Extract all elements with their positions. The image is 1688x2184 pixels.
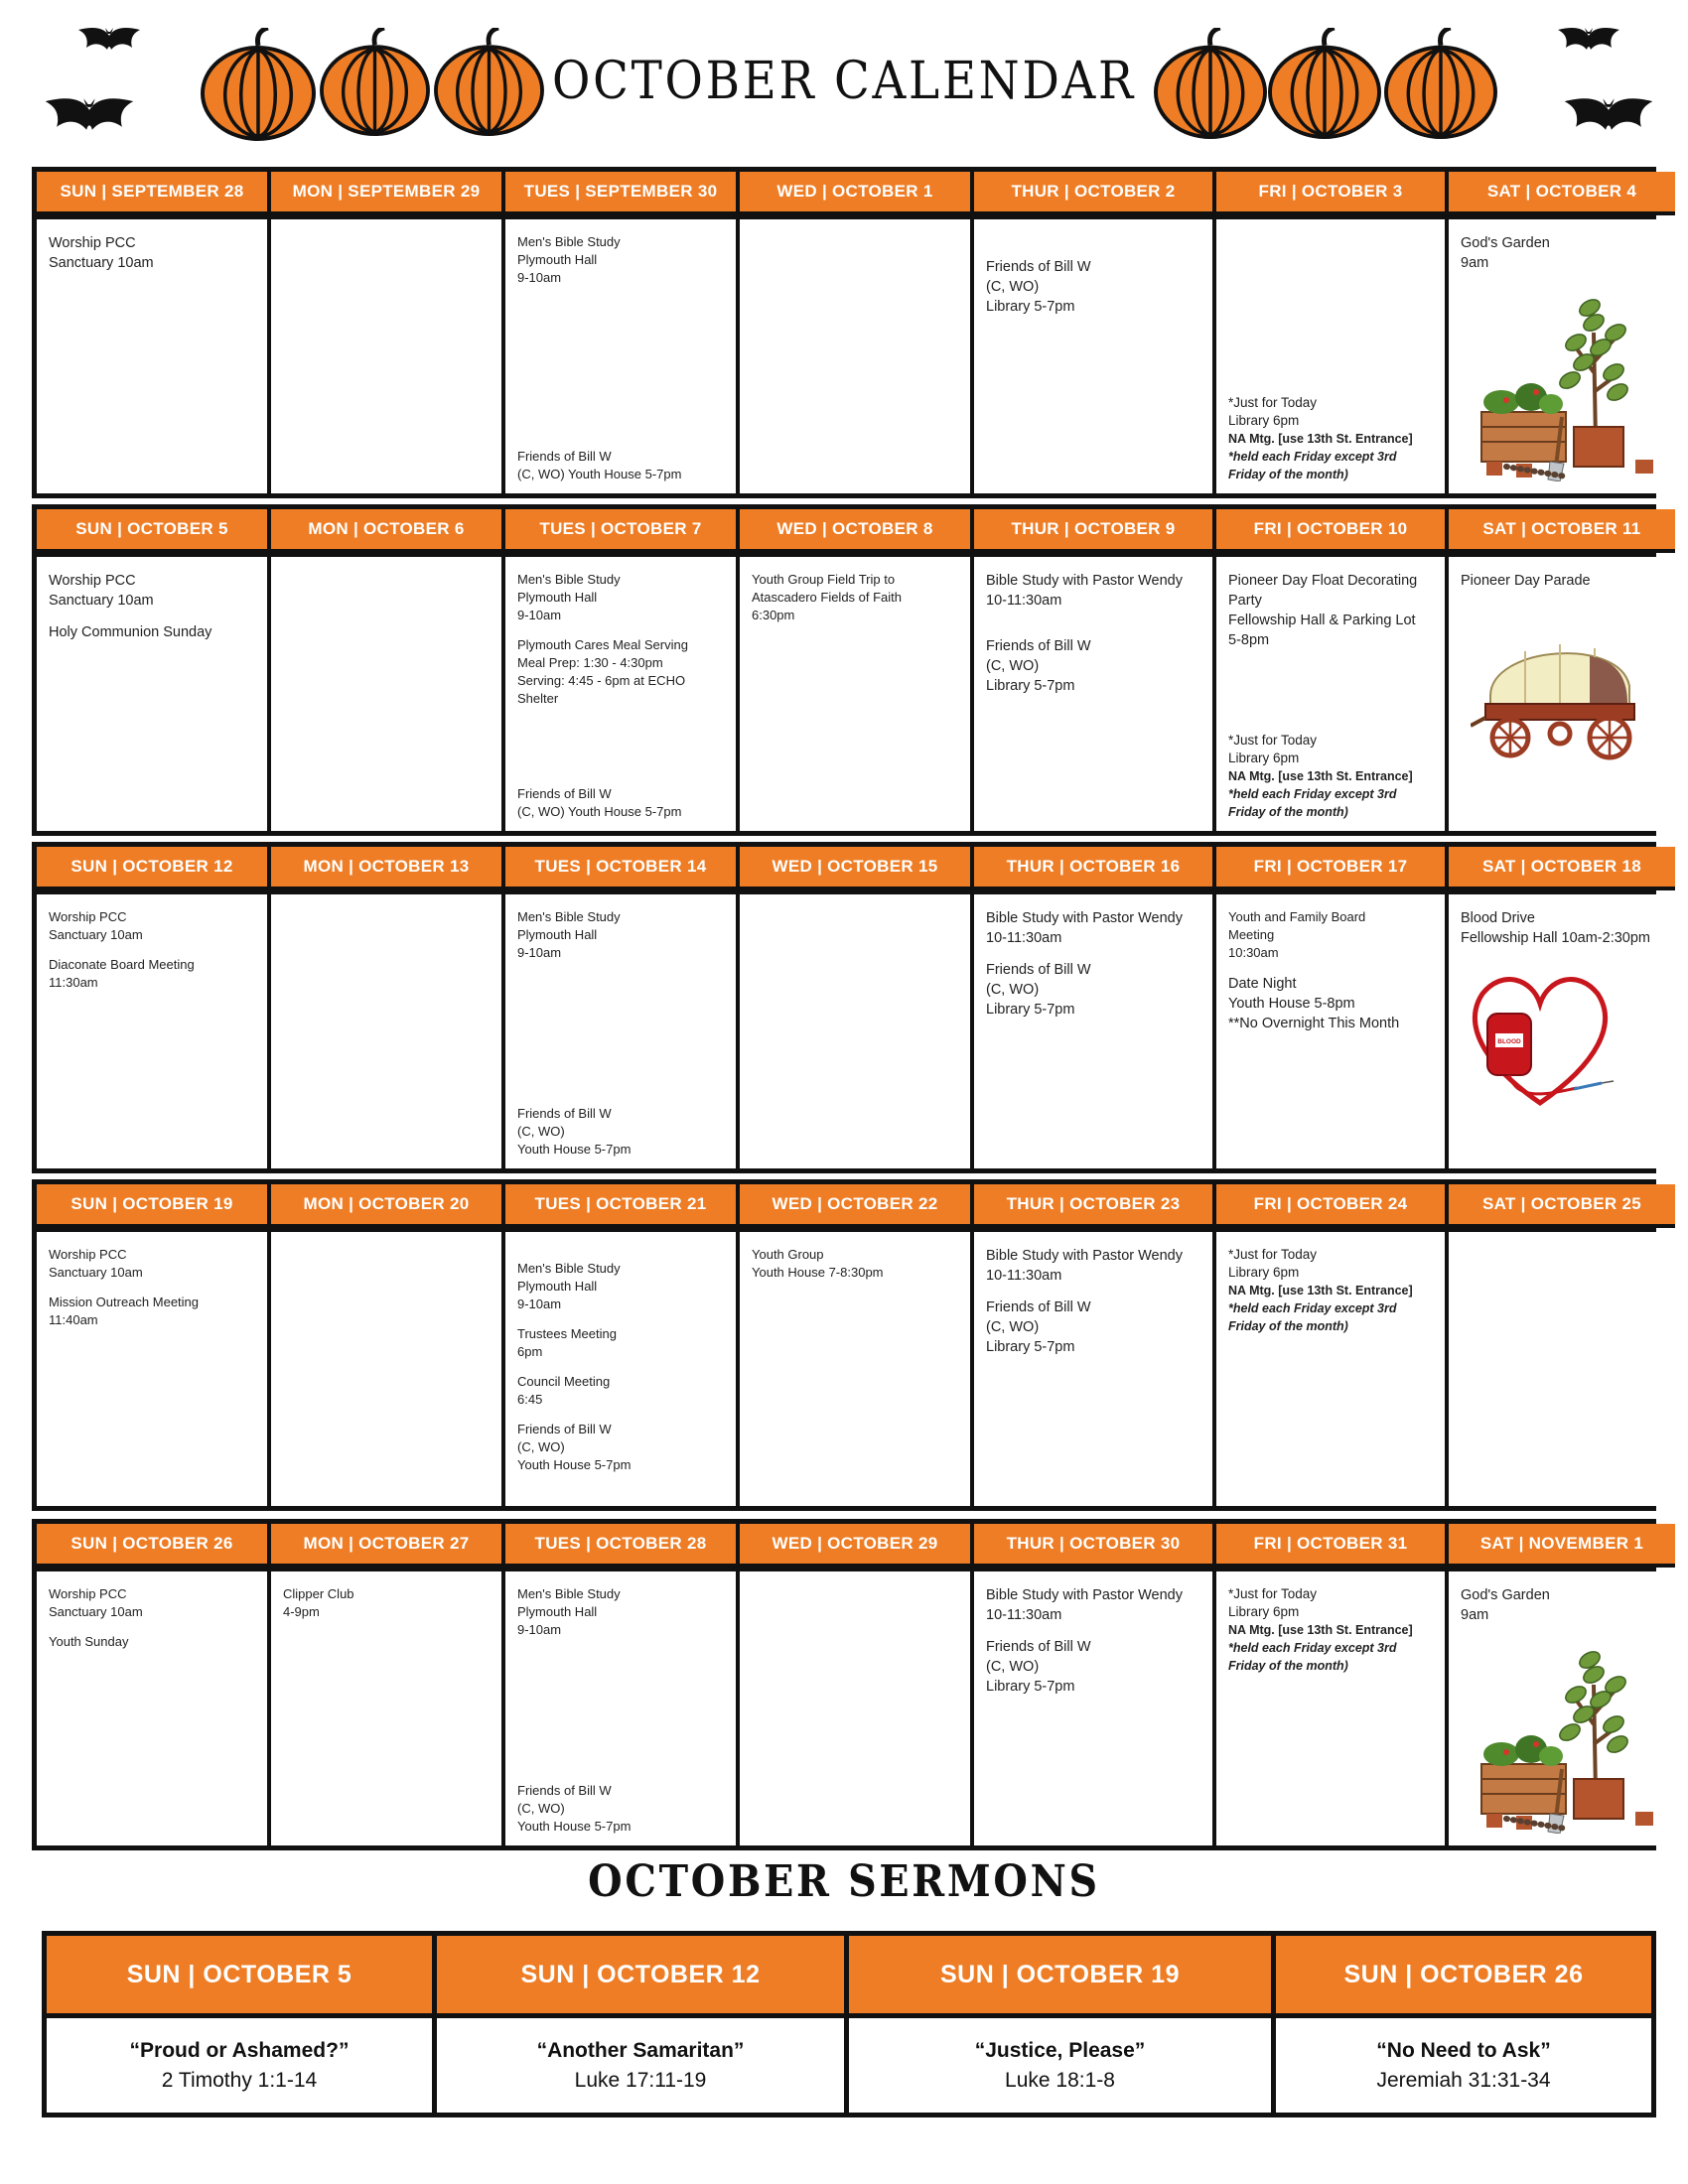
na-meeting-line2: Library 6pm (1228, 751, 1300, 765)
week-row (32, 1519, 1656, 1850)
blood-bag-heart-illustration (1463, 964, 1621, 1119)
day-header: TUES | SEPTEMBER 30 (505, 172, 736, 215)
day-cell[interactable] (505, 219, 736, 493)
day-header: TUES | OCTOBER 14 (505, 847, 736, 890)
week-row (32, 842, 1656, 1173)
day-header: TUES | OCTOBER 21 (505, 1184, 736, 1228)
covered-wagon-illustration (1471, 626, 1649, 771)
calendar-event[interactable]: Youth Group Youth House 7-8:30pm (752, 1247, 884, 1280)
calendar-event[interactable]: Friends of Bill W (C, WO) Library 5-7pm (986, 1639, 1091, 1695)
calendar-event[interactable]: Friends of Bill W (C, WO) Youth House 5-7pm (517, 1783, 632, 1834)
page-title: OCTOBER CALENDAR (552, 52, 1136, 111)
garden-illustration (1467, 293, 1665, 487)
day-header: THUR | OCTOBER 2 (974, 172, 1212, 215)
day-header: SUN | OCTOBER 26 (37, 1524, 267, 1568)
na-meeting-event[interactable] (1228, 732, 1437, 821)
calendar-event[interactable]: Holy Communion Sunday (49, 624, 212, 640)
na-meeting-line1: *Just for Today (1228, 1586, 1318, 1601)
day-cell[interactable] (1216, 1232, 1445, 1506)
garden-illustration (1467, 1645, 1665, 1840)
na-meeting-line2: Library 6pm (1228, 1265, 1300, 1280)
calendar-event[interactable]: Friends of Bill W (C, WO) Library 5-7pm (986, 259, 1091, 315)
na-meeting-line4: *held each Friday except 3rd (1228, 1301, 1397, 1315)
day-header: MON | OCTOBER 13 (271, 847, 501, 890)
calendar-event[interactable]: Blood Drive Fellowship Hall 10am-2:30pm (1461, 910, 1650, 946)
day-cell[interactable] (974, 1232, 1212, 1506)
day-cell[interactable] (1449, 1232, 1675, 1506)
sermon-date: SUN | OCTOBER 5 (47, 1936, 432, 2013)
day-header: THUR | OCTOBER 23 (974, 1184, 1212, 1228)
calendar-event[interactable]: Youth Sunday (49, 1634, 129, 1649)
calendar-event[interactable]: God's Garden 9am (1461, 235, 1550, 271)
day-cell[interactable] (37, 1232, 267, 1506)
day-cell[interactable] (37, 894, 267, 1168)
calendar-event[interactable]: Bible Study with Pastor Wendy 10-11:30am (986, 910, 1183, 946)
calendar-event[interactable]: Friends of Bill W (C, WO) Library 5-7pm (986, 1299, 1091, 1355)
day-cell[interactable] (1216, 557, 1445, 831)
day-header: SAT | OCTOBER 18 (1449, 847, 1675, 890)
day-cell[interactable] (37, 1571, 267, 1845)
calendar-event[interactable]: Friends of Bill W (C, WO) Youth House 5-7pm (517, 1106, 632, 1157)
na-meeting-line1: *Just for Today (1228, 733, 1318, 748)
sermon-scripture: Luke 18:1-8 (1005, 2068, 1115, 2092)
na-meeting-line2: Library 6pm (1228, 1604, 1300, 1619)
calendar-event[interactable]: Friends of Bill W (C, WO) Library 5-7pm (986, 638, 1091, 694)
calendar-event[interactable]: Men's Bible Study Plymouth Hall 9-10am (517, 1261, 621, 1311)
day-cell[interactable] (505, 894, 736, 1168)
day-cell[interactable] (1216, 1571, 1445, 1845)
day-cell[interactable] (37, 219, 267, 493)
week-row (32, 167, 1656, 498)
day-header: MON | OCTOBER 27 (271, 1524, 501, 1568)
calendar-event[interactable]: Plymouth Cares Meal Serving Meal Prep: 1:30 - 4:30pm Serving: 4:45 - 6pm at ECHO Shelter (517, 637, 688, 706)
day-header: SAT | OCTOBER 25 (1449, 1184, 1675, 1228)
calendar-event[interactable]: Worship PCC Sanctuary 10am (49, 1586, 143, 1619)
day-header: TUES | OCTOBER 7 (505, 509, 736, 553)
na-meeting-line4: *held each Friday except 3rd (1228, 1641, 1397, 1655)
day-header: MON | SEPTEMBER 29 (271, 172, 501, 215)
blood-bag-label: BLOOD (1497, 1038, 1521, 1045)
calendar-event[interactable]: Bible Study with Pastor Wendy 10-11:30am (986, 1248, 1183, 1284)
calendar-event[interactable]: Friends of Bill W (C, WO) Youth House 5-7pm (517, 1422, 632, 1472)
na-meeting-line4: *held each Friday except 3rd (1228, 787, 1397, 801)
na-meeting-line2: Library 6pm (1228, 413, 1300, 428)
day-header: SUN | SEPTEMBER 28 (37, 172, 267, 215)
day-cell[interactable] (271, 219, 501, 493)
sermon-title: “Proud or Ashamed?” (129, 2038, 350, 2062)
day-header: FRI | OCTOBER 31 (1216, 1524, 1445, 1568)
sermon-cell (437, 2018, 844, 2113)
day-header: WED | OCTOBER 29 (740, 1524, 970, 1568)
day-cell[interactable] (740, 894, 970, 1168)
day-header: FRI | OCTOBER 24 (1216, 1184, 1445, 1228)
day-cell[interactable] (1449, 1571, 1675, 1845)
day-header: SUN | OCTOBER 12 (37, 847, 267, 890)
day-cell[interactable] (271, 1232, 501, 1506)
sermon-scripture: Luke 17:11-19 (574, 2068, 707, 2092)
day-header: SAT | NOVEMBER 1 (1449, 1524, 1675, 1568)
na-meeting-line1: *Just for Today (1228, 1247, 1318, 1262)
na-meeting-line5: Friday of the month) (1228, 1319, 1348, 1333)
day-cell[interactable] (974, 219, 1212, 493)
calendar-event[interactable]: Pioneer Day Float Decorating Party Fellowship Hall & Parking Lot 5-8pm (1228, 573, 1418, 648)
day-header: SUN | OCTOBER 5 (37, 509, 267, 553)
day-header: WED | OCTOBER 1 (740, 172, 970, 215)
calendar-event[interactable]: Mission Outreach Meeting 11:40am (49, 1295, 200, 1327)
day-cell[interactable] (740, 1232, 970, 1506)
day-cell[interactable] (1449, 557, 1675, 831)
calendar-event[interactable]: Worship PCC Sanctuary 10am (49, 909, 143, 942)
day-header: THUR | OCTOBER 30 (974, 1524, 1212, 1568)
day-header: MON | OCTOBER 6 (271, 509, 501, 553)
calendar-event[interactable]: Bible Study with Pastor Wendy 10-11:30am (986, 573, 1183, 609)
day-cell[interactable] (1216, 219, 1445, 493)
calendar-event[interactable]: Worship PCC Sanctuary 10am (49, 573, 154, 609)
day-header: WED | OCTOBER 15 (740, 847, 970, 890)
calendar-event[interactable]: Friends of Bill W (C, WO) Youth House 5-7pm (517, 449, 682, 481)
calendar-event[interactable]: Council Meeting 6:45 (517, 1374, 611, 1407)
day-cell[interactable] (271, 1571, 501, 1845)
sermons-title: OCTOBER SERMONS (588, 1856, 1100, 1907)
day-header: FRI | OCTOBER 3 (1216, 172, 1445, 215)
calendar-event[interactable]: Friends of Bill W (C, WO) Library 5-7pm (986, 962, 1091, 1018)
calendar-event[interactable]: Youth and Family Board Meeting 10:30am (1228, 909, 1366, 960)
day-header: WED | OCTOBER 8 (740, 509, 970, 553)
na-meeting-line5: Friday of the month) (1228, 805, 1348, 819)
calendar-event[interactable]: Pioneer Day Parade (1461, 573, 1591, 589)
sermon-date: SUN | OCTOBER 19 (849, 1936, 1271, 2013)
calendar-event[interactable]: Men's Bible Study Plymouth Hall 9-10am (517, 572, 621, 622)
week-row (32, 1179, 1656, 1511)
calendar-event[interactable]: Worship PCC Sanctuary 10am (49, 235, 154, 271)
na-meeting-event[interactable] (1228, 394, 1437, 483)
sermon-cell (1276, 2018, 1651, 2113)
calendar-event[interactable]: Date Night Youth House 5-8pm **No Overnight This Month (1228, 976, 1400, 1031)
na-meeting-line4: *held each Friday except 3rd (1228, 450, 1397, 464)
day-cell[interactable] (271, 894, 501, 1168)
sermons-table (42, 1931, 1656, 2117)
day-header: WED | OCTOBER 22 (740, 1184, 970, 1228)
calendar-event[interactable]: Diaconate Board Meeting 11:30am (49, 957, 195, 990)
day-header: FRI | OCTOBER 17 (1216, 847, 1445, 890)
day-cell[interactable] (1449, 219, 1675, 493)
day-header: FRI | OCTOBER 10 (1216, 509, 1445, 553)
na-meeting-line5: Friday of the month) (1228, 1659, 1348, 1673)
day-cell[interactable] (1449, 894, 1675, 1168)
calendar-event[interactable]: Youth Group Field Trip to Atascadero Fields of Faith 6:30pm (752, 572, 903, 622)
day-cell[interactable] (37, 557, 267, 831)
day-cell[interactable] (740, 1571, 970, 1845)
day-header: MON | OCTOBER 20 (271, 1184, 501, 1228)
na-meeting-line3: NA Mtg. [use 13th St. Entrance] (1228, 1623, 1413, 1637)
calendar-event[interactable]: Men's Bible Study Plymouth Hall 9-10am (517, 234, 621, 285)
na-meeting-event[interactable] (1228, 1585, 1435, 1675)
day-cell[interactable] (974, 557, 1212, 831)
calendar-event[interactable]: Trustees Meeting 6pm (517, 1326, 617, 1359)
na-meeting-line3: NA Mtg. [use 13th St. Entrance] (1228, 769, 1413, 783)
calendar-event[interactable]: Men's Bible Study Plymouth Hall 9-10am (517, 1586, 621, 1637)
sermon-scripture: Jeremiah 31:31-34 (1376, 2068, 1551, 2092)
day-cell[interactable] (1216, 894, 1445, 1168)
calendar-event[interactable]: Friends of Bill W (C, WO) Youth House 5-7pm (517, 786, 682, 819)
day-cell[interactable] (974, 894, 1212, 1168)
sermon-cell (849, 2018, 1271, 2113)
sermon-cell (47, 2018, 432, 2113)
sermon-title: “Another Samaritan” (536, 2038, 745, 2062)
day-cell[interactable] (505, 1571, 736, 1845)
week-row (32, 504, 1656, 836)
calendar-event[interactable]: Worship PCC Sanctuary 10am (49, 1247, 143, 1280)
sermon-scripture: 2 Timothy 1:1-14 (161, 2068, 318, 2092)
calendar-event[interactable]: Men's Bible Study Plymouth Hall 9-10am (517, 909, 621, 960)
day-cell[interactable] (740, 219, 970, 493)
day-cell[interactable] (505, 1232, 736, 1506)
day-cell[interactable] (974, 1571, 1212, 1845)
sermon-date: SUN | OCTOBER 26 (1276, 1936, 1651, 2013)
sermon-title: “Justice, Please” (974, 2038, 1146, 2062)
day-header: TUES | OCTOBER 28 (505, 1524, 736, 1568)
day-cell[interactable] (740, 557, 970, 831)
day-header: THUR | OCTOBER 16 (974, 847, 1212, 890)
na-meeting-event[interactable] (1228, 1246, 1435, 1335)
na-meeting-line3: NA Mtg. [use 13th St. Entrance] (1228, 1284, 1413, 1297)
day-header: THUR | OCTOBER 9 (974, 509, 1212, 553)
na-meeting-line3: NA Mtg. [use 13th St. Entrance] (1228, 432, 1413, 446)
na-meeting-line1: *Just for Today (1228, 395, 1318, 410)
calendar-event[interactable]: Bible Study with Pastor Wendy 10-11:30am (986, 1587, 1183, 1623)
calendar-event[interactable]: God's Garden 9am (1461, 1587, 1550, 1623)
calendar-event[interactable]: Clipper Club 4-9pm (283, 1586, 354, 1619)
day-header: SAT | OCTOBER 4 (1449, 172, 1675, 215)
sermon-date: SUN | OCTOBER 12 (437, 1936, 844, 2013)
na-meeting-line5: Friday of the month) (1228, 468, 1348, 481)
day-cell[interactable] (505, 557, 736, 831)
day-cell[interactable] (271, 557, 501, 831)
day-header: SAT | OCTOBER 11 (1449, 509, 1675, 553)
day-header: SUN | OCTOBER 19 (37, 1184, 267, 1228)
sermon-title: “No Need to Ask” (1376, 2038, 1551, 2062)
